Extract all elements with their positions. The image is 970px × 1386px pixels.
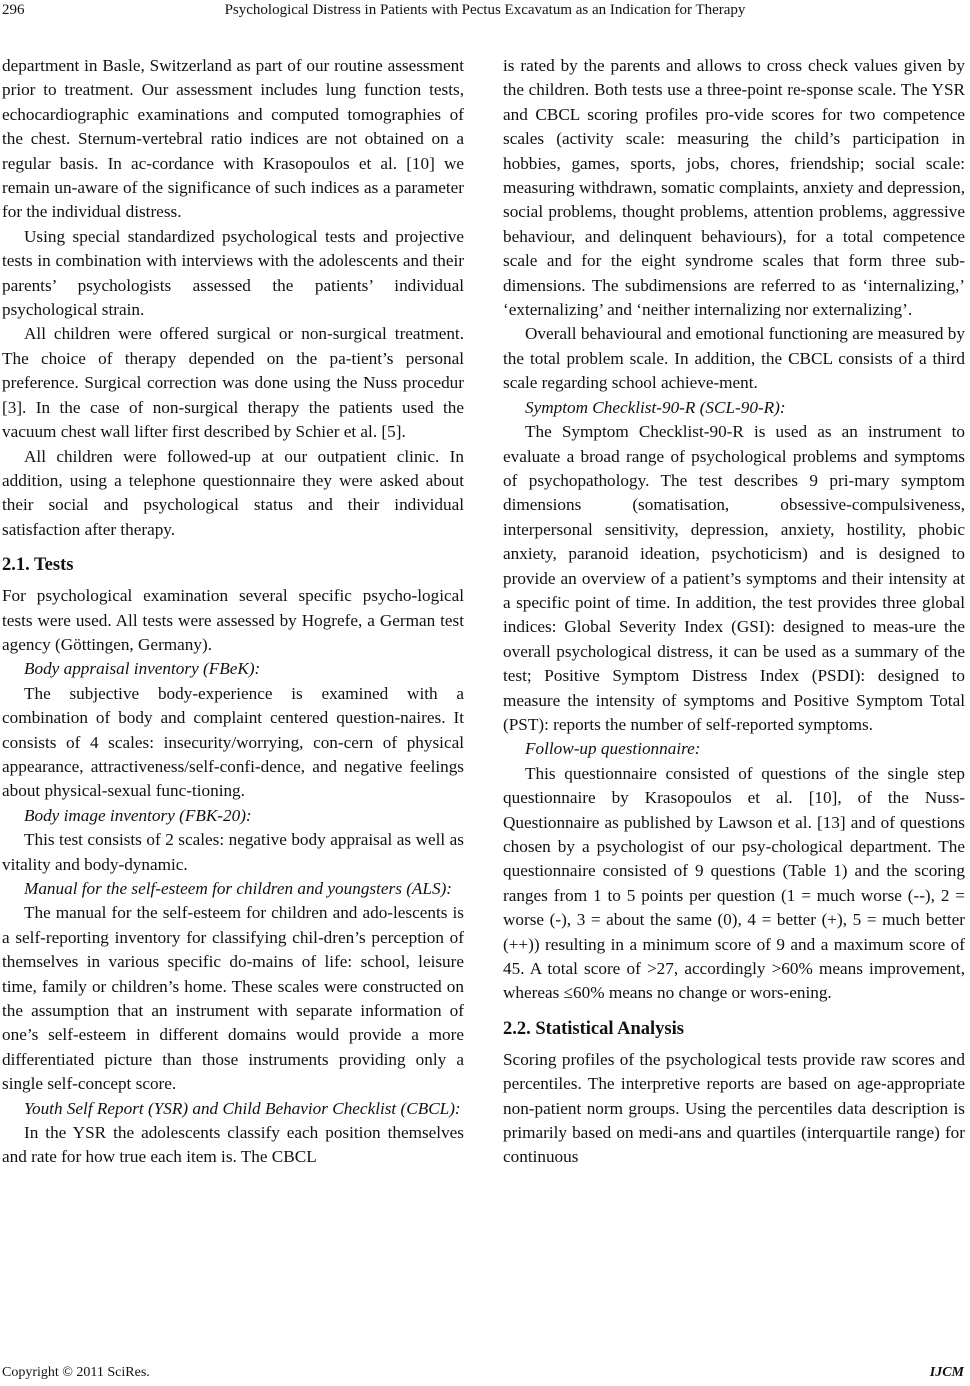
section-heading-statistics: 2.2. Statistical Analysis [503, 1018, 684, 1039]
paragraph: Using special standardized psychological tests and projective tests in combination with interviews with the adolescents and their parents’ psychologists assessed the patients’ individual psychological strain. [2, 226, 464, 320]
running-title: Psychological Distress in Patients with Pectus Excavatum as an Indication for Therapy [224, 2, 746, 18]
paragraph: In the YSR the adolescents classify each position themselves and rate for how true each item is. The CBCL [2, 1123, 464, 1167]
paragraph: This questionnaire consisted of questions of the single step questionnaire by Krasopoulos et al. [10], of the Nuss-Questionnaire as published by Lawson et al. [13] and of questions chosen by a psychologist of our psy-chological department. The questionnaire consisted of 9 questions (Table 1) and the scoring ranges from 1 to 5 points per question (1 = much worse (--), 2 = worse (-), 3 = about the same (0), 4 = better (+), 5 = much better (++)) resulting in a minimum score of 9 and a maximum score of 45. A total score of >27, accordingly >60% means improvement, whereas ≤60% means no change or wors-ening. [503, 763, 965, 1003]
paragraph: The manual for the self-esteem for children and ado-lescents is a self-reporting inventory for classifying chil-dren’s perception of themselves in various specific do-mains of life: school, leisure time, family or children’s home. These scales were constructed on the assumption that an instrument with separate information of one’s self-esteem in different domains would provide a more differentiated picture than those instruments providing only a single self-concept score. [2, 903, 464, 1094]
paragraph: Scoring profiles of the psychological tests provide raw scores and percentiles. The interpretive reports are based on age-appropriate non-patient norm groups. Using the percentiles data description is primarily based on medi-ans and quartiles (interquartile range) for continuous [503, 1049, 965, 1167]
journal-name: IJCM [929, 1365, 964, 1380]
copyright: Copyright © 2011 SciRes. [2, 1365, 150, 1380]
paragraph: All children were followed-up at our outpatient clinic. In addition, using a telephone questionnaire they were asked about their social and psychological status and their individual satisfaction after therapy. [2, 446, 464, 539]
page-header [0, 0, 970, 26]
subheading-als: Manual for the self-esteem for children and youngsters (ALS): [24, 879, 453, 898]
paragraph: For psychological examination several specific psycho-logical tests were used. All tests were assessed by Hogrefe, a German test agency (Göttingen, Germany). [2, 586, 464, 654]
section-heading-tests: 2.1. Tests [2, 555, 74, 576]
paragraph: Overall behavioural and emotional functioning are measured by the total problem scale. In addition, the CBCL consists of a third scale regarding school achieve-ment. [503, 324, 965, 393]
subheading-fbk: Body image inventory (FBK-20): [24, 805, 252, 825]
subheading-fbek: Body appraisal inventory (FBeK): [24, 659, 261, 679]
paragraph: This test consists of 2 scales: negative body appraisal as well as vitality and body-dynamic. [2, 830, 464, 874]
subheading-scl: Symptom Checklist-90-R (SCL-90-R): [525, 397, 786, 417]
page-number: 296 [2, 2, 25, 18]
paragraph: All children were offered surgical or non-surgical treatment. The choice of therapy depended on the pa-tient’s personal preference. Surgical correction was done using the Nuss procedur [3]. In the case of non-surgical therapy the patients used the vacuum chest wall lifter first described by Schier et al. [5]. [2, 324, 464, 442]
subheading-ysr-cbcl: Youth Self Report (YSR) and Child Behavior Checklist (CBCL): [24, 1098, 461, 1118]
paragraph: The Symptom Checklist-90-R is used as an instrument to evaluate a broad range of psychological problems and symptoms of psychopathology. The test describes 9 pri-mary symptom dimensions (somatisation, obsessive-compulsiveness, interpersonal sensitivity, depression, anxiety, hostility, phobic anxiety, paranoid ideation, psychoticism) and is designed to provide an overview of a patient’s symptoms and their intensity at a specific point of time. In addition, the test provides three global indices: Global Severity Index (GSI): designed to meas-ure the overall psychological distress, it can be used as a summary of the test; Positive Symptom Distress Index (PSDI): designed to measure the intensity of symptoms and Positive Symptom Total (PST): reports the number of self-reported symptoms. [503, 422, 965, 734]
right-column [503, 54, 965, 1170]
paragraph: The subjective body-experience is examined with a combination of body and complaint centered question-naires. It consists of 4 scales: insecurity/worrying, con-cern of physical appearance, attractiveness/self-confi-dence, and negative feelings about physical-sexual func-tioning. [2, 683, 464, 801]
paragraph: is rated by the parents and allows to cross check values given by the children. Both tests use a three-point re-sponse scale. The YSR and CBCL scoring profiles pro-vide scores for two competence scales (activity scale: measuring the child’s participation in hobbies, games, sports, jobs, chores, friendship; social scale: measuring withdrawn, somatic complaints, anxiety and depression, social problems, thought problems, attention problems, aggressive behaviour, and delinquent behaviours), for a total competence scale and for the eight syndrome scales that form three sub-dimensions. The subdimensions are referred to as ‘internalizing,’ ‘externalizing’ and ‘neither internalizing nor externalizing’. [503, 56, 965, 320]
left-column [2, 54, 464, 1170]
paragraph: department in Basle, Switzerland as part of our routine assessment prior to treatment. Our assessment includes lung function tests, echocardiographic examinations and computed tomographies of the chest. Sternum-vertebral ratio indices are not obtained on a regular basis. In ac-cordance with Krasopoulos et al. [10] we remain un-aware of the significance of such indices as a parameter for the individual distress. [2, 56, 464, 222]
subheading-follow-up: Follow-up questionnaire: [525, 739, 701, 759]
